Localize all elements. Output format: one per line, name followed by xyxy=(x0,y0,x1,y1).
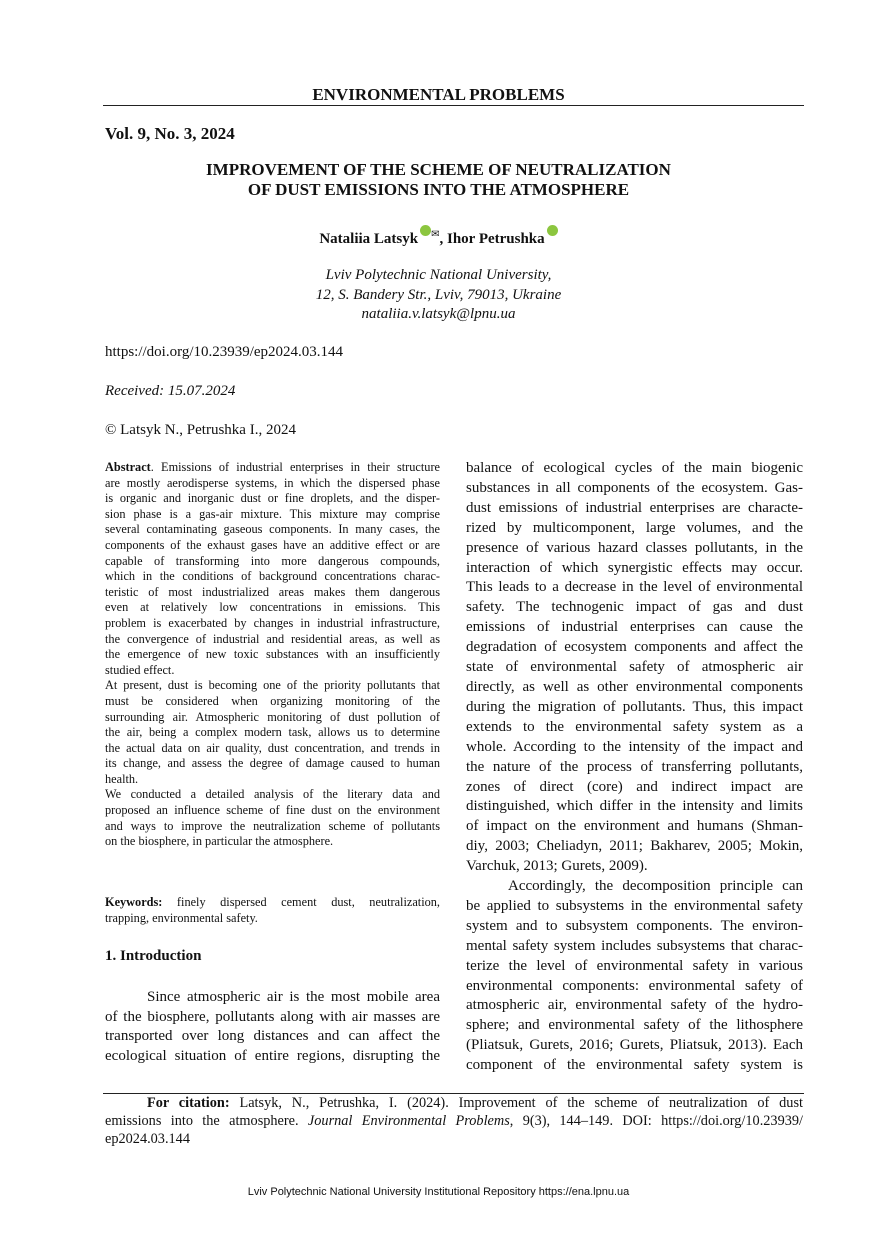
text-line: distinguished, which differ in the intensity and limits xyxy=(466,798,803,815)
text-line: interaction of which synergistic effects may occur. xyxy=(466,559,803,576)
text-line: extends to the environmental safety system as a xyxy=(466,718,803,735)
keywords xyxy=(105,895,440,926)
affiliation xyxy=(0,266,877,325)
text-line: of impact on the environment and humans (Shman- xyxy=(466,818,803,835)
abstract-line xyxy=(105,460,440,476)
text-line: degradation of ecosystem components and affect the xyxy=(466,639,803,656)
citation-text: Latsyk, N., Petrushka, I. (2024). Improvement of the scheme of neutralization of dust xyxy=(229,1095,803,1111)
text-line: even at relatively low concentrations in emissions. This xyxy=(105,600,440,615)
text-line: presence of various hazard classes pollutants, in the xyxy=(466,539,803,556)
text-line: safety. The technogenic impact of gas and dust xyxy=(466,599,803,616)
text-line: which in the conditions of background concentrations charac- xyxy=(105,569,440,584)
citation-line xyxy=(105,1112,803,1130)
text-line: dust emissions of industrial enterprises are characte- xyxy=(466,499,803,516)
keywords-line xyxy=(105,895,440,911)
citation-line: ep2024.03.144 xyxy=(105,1131,190,1147)
citation xyxy=(105,1094,803,1148)
text-line: surrounding air. Atmospheric monitoring of dust pollution of xyxy=(105,709,440,724)
received-date: Received: 15.07.2024 xyxy=(105,383,236,399)
text-line: the emergence of new toxic substances with an insufficiently xyxy=(105,647,440,662)
journal-name: Journal Environmental Problems xyxy=(307,1113,510,1129)
text-line: sphere; and environmental safety of the lithosphere xyxy=(466,1017,803,1034)
header-rule xyxy=(103,105,804,106)
text-line: proposed an influence scheme of fine dust on the environment xyxy=(105,803,440,818)
text-line: studied effect. xyxy=(105,662,175,677)
text-line: health. xyxy=(105,771,139,786)
text-line: whole. According to the intensity of the impact and xyxy=(466,738,803,755)
author-email[interactable]: nataliia.v.latsyk@lpnu.ua xyxy=(361,306,516,322)
citation-label: For citation: xyxy=(147,1095,230,1111)
orcid-icon[interactable] xyxy=(420,225,431,236)
text-line: is organic and inorganic dust or fine droplets, and the disper- xyxy=(105,491,440,506)
orcid-icon[interactable] xyxy=(547,225,558,236)
paper-title xyxy=(0,160,877,200)
title-line: OF DUST EMISSIONS INTO THE ATMOSPHERE xyxy=(247,180,630,199)
abstract xyxy=(105,460,440,850)
text-line: component of the environmental safety system is xyxy=(466,1057,803,1074)
keywords-line: trapping, environmental safety. xyxy=(105,910,258,925)
text-line: mental safety system includes subsystems that charac- xyxy=(466,937,803,954)
text-line: the air, being a complex modern task, allows us to determine xyxy=(105,725,440,740)
text-line: be applied to subsystems in the environmental safety xyxy=(466,897,803,914)
section-heading: 1. Introduction xyxy=(105,948,202,964)
text-line: its change, and assess the degree of damage caused to human xyxy=(105,756,440,771)
citation-text: , 9(3), 144–149. DOI: https://doi.org/10.23939/ xyxy=(509,1113,803,1129)
text-line: At present, dust is becoming one of the priority pollutants that xyxy=(105,678,440,693)
text-line: and ways to improve the neutralization scheme of pollutants xyxy=(105,818,440,833)
intro-text xyxy=(105,988,440,1067)
text-line: zones of direct (core) and indirect impact are xyxy=(466,778,803,795)
citation-text: emissions into the atmosphere. xyxy=(105,1113,308,1129)
text-line: state of environmental safety of atmospheric air xyxy=(466,659,803,676)
text-line: the nature of the process of transferring pollutants, xyxy=(466,758,803,775)
text-line: (Pliatsuk, Gurets, 2016; Gurets, Pliatsuk, 2013). Each xyxy=(466,1037,803,1054)
keywords-text: finely dispersed cement dust, neutralization, xyxy=(162,895,440,909)
text-line: We conducted a detailed analysis of the literary data and xyxy=(105,787,440,802)
text-line: the actual data on air quality, dust concentration, and trends in xyxy=(105,740,440,755)
text-line: Accordingly, the decomposition principle can xyxy=(508,878,803,895)
text-line: on the biosphere, in particular the atmosphere. xyxy=(105,834,334,849)
text-line: during the migration of pollutants. Thus, this impact xyxy=(466,698,803,715)
text-line: problem is exacerbated by changes in industrial infrastructure, xyxy=(105,615,440,630)
affiliation-line: 12, S. Bandery Str., Lviv, 79013, Ukraine xyxy=(315,286,562,303)
text-line: components of the exhaust gases have an additive effect or are xyxy=(105,537,440,552)
volume-info: Vol. 9, No. 3, 2024 xyxy=(105,124,235,143)
text-line: system and to subsystem components. The environ- xyxy=(466,917,803,934)
text-line: Since atmospheric air is the most mobile area xyxy=(147,989,440,1005)
citation-line xyxy=(105,1094,803,1112)
text-line: sion phase is a gas-air mixture. This mixture may comprise xyxy=(105,506,440,521)
text-line: are mostly aerodisperse systems, in which the dispersed phase xyxy=(105,475,440,490)
repository-footer: Lviv Polytechnic National University Institutional Repository https://ena.lpnu.ua xyxy=(247,1186,630,1198)
affiliation-line: Lviv Polytechnic National University, xyxy=(325,267,552,283)
abstract-text: . Emissions of industrial enterprises in their structure xyxy=(150,460,440,474)
text-line: of the biosphere, pollutants along with air masses are xyxy=(105,1008,440,1025)
text-line: capable of transforming into more dangerous compounds, xyxy=(105,553,440,568)
text-line: environmental components: environmental safety of xyxy=(466,977,803,994)
author-name: , Ihor Petrushka xyxy=(439,231,545,247)
text-line: transported over long distances and can affect the xyxy=(105,1028,440,1045)
text-line: atmospheric air, environmental safety of the hydro- xyxy=(466,997,803,1014)
text-line: the convergence of industrial and residential areas, as well as xyxy=(105,631,440,646)
text-line: directly, as well as other environmental components xyxy=(466,678,803,695)
keywords-label: Keywords: xyxy=(105,895,163,909)
text-line: substances in all components of the ecosystem. Gas- xyxy=(466,479,803,496)
mail-icon[interactable]: ✉ xyxy=(431,229,440,240)
text-line: ecological situation of entire regions, disrupting the xyxy=(105,1048,440,1065)
text-line: emissions of industrial enterprises can cause the xyxy=(466,619,803,636)
text-line: balance of ecological cycles of the main biogenic xyxy=(466,460,803,476)
text-line: terize the level of environmental safety in various xyxy=(466,957,803,974)
text-line: rized by multicomponent, large volumes, and the xyxy=(466,519,803,536)
journal-header: ENVIRONMENTAL PROBLEMS xyxy=(312,85,565,104)
doi-link[interactable]: https://doi.org/10.23939/ep2024.03.144 xyxy=(105,344,344,360)
title-line: IMPROVEMENT OF THE SCHEME OF NEUTRALIZATION xyxy=(206,160,671,179)
abstract-label: Abstract xyxy=(105,460,151,474)
right-column-text xyxy=(466,459,803,1076)
text-line: teristic of most industrialized areas makes them dangerous xyxy=(105,584,440,599)
authors xyxy=(0,225,877,248)
text-line: This leads to a decrease in the level of environmental xyxy=(466,579,803,596)
text-line: several contaminating gaseous components. In many cases, the xyxy=(105,522,440,537)
text-line: diy, 2003; Cheliadyn, 2011; Bakharev, 2005; Mokin, xyxy=(466,838,803,855)
author-name: Nataliia Latsyk xyxy=(319,231,419,247)
text-line: must be considered when organizing monitoring of the xyxy=(105,693,440,708)
copyright: © Latsyk N., Petrushka I., 2024 xyxy=(105,422,296,438)
text-line: Varchuk, 2013; Gurets, 2009). xyxy=(466,858,648,875)
